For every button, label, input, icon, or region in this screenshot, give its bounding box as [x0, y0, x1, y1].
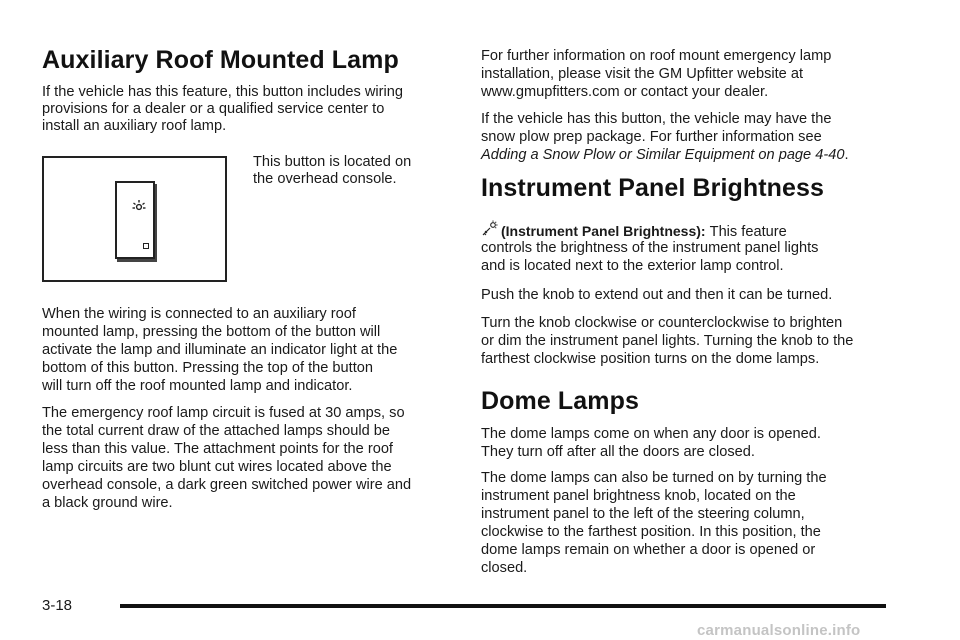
footer-divider [120, 604, 886, 608]
right-para1-line-1: For further information on roof mount emergency lamp [481, 48, 832, 64]
lamp-sun-icon [132, 199, 146, 218]
para3-line-5: overhead console, a dark green switched power wire and [42, 477, 412, 493]
turn-line-2: or dim the instrument panel lights. Turning the knob to the [481, 333, 854, 349]
dome2-line-5: dome lamps remain on whether a door is opened or [481, 542, 816, 558]
dome2-line-4: clockwise to the farthest position. In this position, the [481, 524, 821, 540]
heading-auxiliary-roof-lamp: Auxiliary Roof Mounted Lamp [42, 46, 399, 74]
ipb-text-first: This feature [709, 224, 787, 240]
push-knob-text: Push the knob to extend out and then it can be turned. [481, 287, 833, 303]
snow-plow-period: . [844, 147, 849, 163]
para3-line-3: less than this value. The attachment points for the roof [42, 441, 393, 457]
figure-caption-line-1: This button is located on [253, 154, 412, 170]
dome2-line-2: instrument panel brightness knob, located on the [481, 488, 796, 504]
para2-line-1: When the wiring is connected to an auxiliary roof [42, 306, 356, 322]
para3-line-4: lamp circuits are two blunt cut wires located above the [42, 459, 392, 475]
dome2-line-6: closed. [481, 560, 528, 576]
dome2-line-1: The dome lamps can also be turned on by turning the [481, 470, 827, 486]
para3-line-2: the total current draw of the attached lamps should be [42, 423, 391, 439]
intro-line-2: provisions for a dealer or a qualified service center to [42, 101, 385, 117]
snow-plow-link[interactable]: Adding a Snow Plow or Similar Equipment on page 4-40 [481, 147, 845, 163]
ipb-label: (Instrument Panel Brightness): [501, 223, 706, 239]
turn-line-3: farthest clockwise position turns on the dome lamps. [481, 351, 820, 367]
intro-line-3: install an auxiliary roof lamp. [42, 118, 227, 134]
intro-line-1: If the vehicle has this feature, this button includes wiring [42, 84, 403, 100]
page-number: 3-18 [42, 597, 73, 614]
watermark: carmanualsonline.info [697, 622, 861, 639]
right-para2-line-1: If the vehicle has this button, the vehicle may have the [481, 111, 832, 127]
heading-dome-lamps: Dome Lamps [481, 387, 639, 415]
ipb-line-3: and is located next to the exterior lamp control. [481, 258, 784, 274]
turn-line-1: Turn the knob clockwise or counterclockwise to brighten [481, 315, 843, 331]
para3-line-6: a black ground wire. [42, 495, 173, 511]
roof-lamp-button [115, 181, 155, 259]
right-para1-line-2: installation, please visit the GM Upfitter website at [481, 66, 804, 82]
right-para1-line-3: www.gmupfitters.com or contact your dealer. [481, 84, 769, 100]
indicator-light [143, 243, 149, 249]
figure-caption-line-2: the overhead console. [253, 171, 397, 187]
para2-line-4: bottom of this button. Pressing the top of the button [42, 360, 374, 376]
para2-line-5: will turn off the roof mounted lamp and indicator. [42, 378, 353, 394]
snow-plow-reference[interactable] [481, 147, 849, 165]
para3-line-1: The emergency roof lamp circuit is fused at 30 amps, so [42, 405, 405, 421]
para2-line-3: activate the lamp and illuminate an indicator light at the [42, 342, 398, 358]
dome2-line-3: instrument panel to the left of the steering column, [481, 506, 805, 522]
ipb-line-2: controls the brightness of the instrument panel lights [481, 240, 819, 256]
dome1-line-1: The dome lamps come on when any door is opened. [481, 426, 821, 442]
right-para2-line-2: snow plow prep package. For further information see [481, 129, 822, 145]
para2-line-2: mounted lamp, pressing the bottom of the button will [42, 324, 381, 340]
roof-lamp-button-figure [42, 156, 227, 282]
heading-instrument-panel-brightness: Instrument Panel Brightness [481, 174, 825, 202]
dome1-line-2: They turn off after all the doors are closed. [481, 444, 755, 460]
